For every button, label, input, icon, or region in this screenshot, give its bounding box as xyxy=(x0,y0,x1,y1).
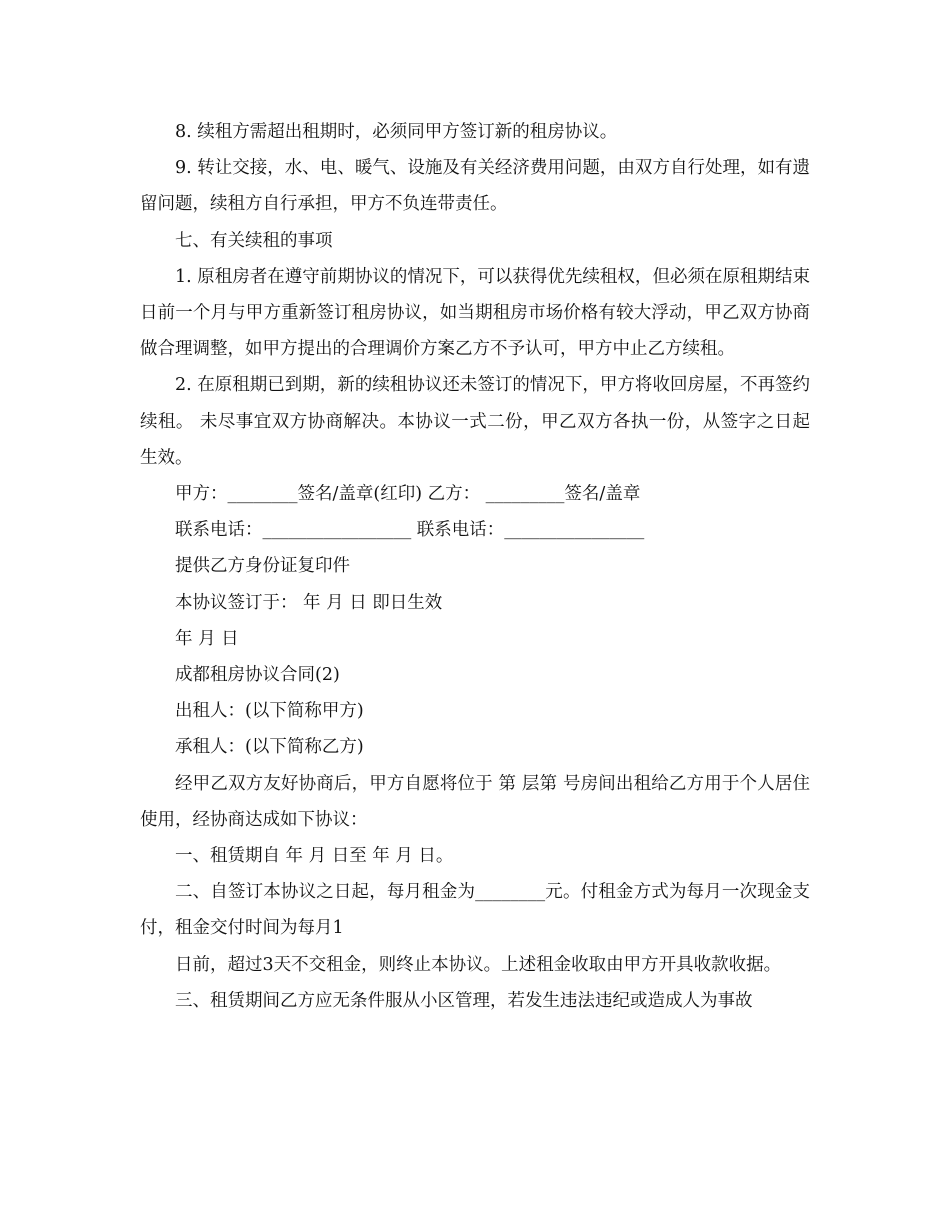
renewal-clause-2: 2. 在原租期已到期，新的续租协议还未签订的情况下，甲方将收回房屋，不再签约续租。 未尽事宜双方协商解决。本协议一式二份，甲乙双方各执一份，从签字之日起生效。 xyxy=(140,375,810,468)
phone-line: 联系电话：_________________ 联系电话：________________ xyxy=(175,520,645,541)
clause-rent: 二、自签订本协议之日起，每月租金为________元。付租金方式为每月一次现金支付，租金交付时间为每月1 xyxy=(140,882,810,939)
clause-8: 8. 续租方需超出租期时，必须同甲方签订新的租房协议。 xyxy=(175,122,618,142)
section-heading-renewal: 七、有关续租的事项 xyxy=(175,230,333,251)
date-line: 年 月 日 xyxy=(175,628,239,649)
document-body xyxy=(140,114,810,1019)
signature-line: 甲方：________签名/盖章(红印) 乙方： _________签名/盖章 xyxy=(175,484,641,505)
id-copy-note: 提供乙方身份证复印件 xyxy=(175,556,350,577)
clause-rent-deadline: 日前，超过3天不交租金，则终止本协议。上述租金收取由甲方开具收款收据。 xyxy=(175,954,782,975)
intro-paragraph: 经甲乙双方友好协商后，甲方自愿将位于 第 层第 号房间出租给乙方用于个人居住使用，经协商达成如下协议： xyxy=(140,773,810,830)
lessor-line: 出租人：(以下简称甲方) xyxy=(175,701,364,722)
clause-management: 三、租赁期间乙方应无条件服从小区管理，若发生违法违纪或造成人为事故 xyxy=(175,990,753,1011)
clause-lease-term: 一、租赁期自 年 月 日至 年 月 日。 xyxy=(175,846,454,867)
lessee-line: 承租人：(以下简称乙方) xyxy=(175,737,364,758)
signed-date-line: 本协议签订于： 年 月 日 即日生效 xyxy=(175,592,443,613)
contract-title: 成都租房协议合同(2) xyxy=(175,665,340,686)
renewal-clause-1: 1. 原租房者在遵守前期协议的情况下，可以获得优先续租权，但必须在原租期结束日前一个月与甲方重新签订租房协议，如当期租房市场价格有较大浮动，甲乙双方协商做合理调整，如甲方提出的合理调价方案乙方不予认可，甲方中止乙方续租。 xyxy=(140,266,810,360)
clause-9: 9. 转让交接，水、电、暖气、设施及有关经济费用问题，由双方自行处理，如有遗留问题，续租方自行承担，甲方不负连带责任。 xyxy=(140,158,810,215)
